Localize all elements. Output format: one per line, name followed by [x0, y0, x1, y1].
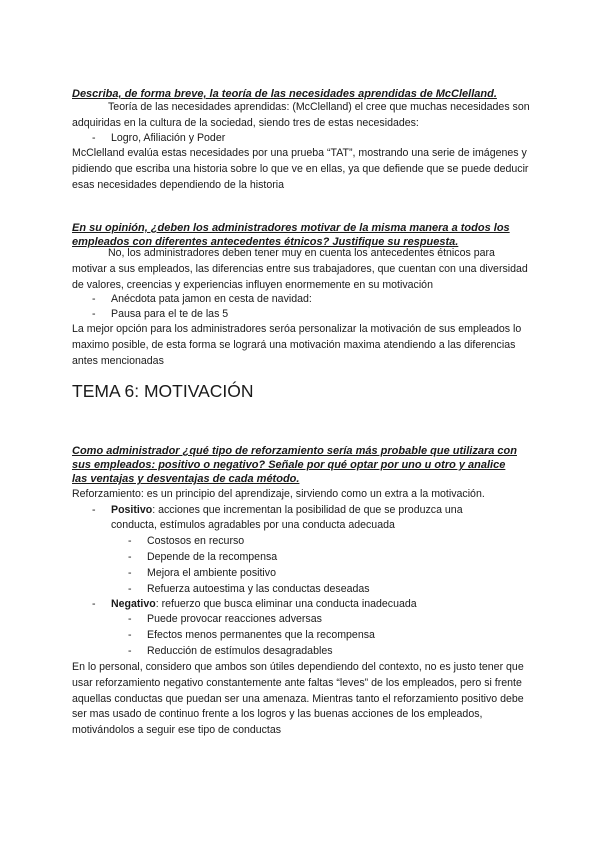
list-item-text: Depende de la recompensa: [147, 551, 278, 563]
list-item-text: Pausa para el te de las 5: [111, 308, 229, 320]
page-title: TEMA 6: MOTIVACIÓN: [72, 381, 254, 401]
positive-description-continued: conducta, estímulos agradables por una conducta adecuada: [111, 519, 395, 531]
negative-description: : refuerzo que busca eliminar una conducta inadecuada: [155, 598, 417, 610]
paragraph-reinforcement-opinion: En lo personal, considero que ambos son útiles dependiendo del contexto, no es justo tener que usar reforzamiento negativo constantemente ante faltas “leves” de los empleados, pero si frente aquellas conductas que puedan ser una amenaza. Mientras tanto el reforzamiento positivo debe ser mas usado de continuo frente a los logros y las buenas acciones de los empleados, motivándolos a seguir ese tipo de conductas: [72, 661, 524, 737]
document-page: Describa, de forma breve, la teoría de las necesidades aprendidas de McClelland. Teoría de las necesidades aprendidas: (McClelland) el cree que muchas necesidades son adquiridas en la cultura de la sociedad, siendo tres de estas necesidades: - Logro, Afiliación y Poder McClelland evalúa estas necesidades por una prueba “TAT”, mostrando una serie de imágenes y pidiendo que escriba una historia sobre lo que ve en ellas, ya que defiende que se puede deducir esas necesidades dependiendo de la historia En su opinión, ¿deben los administradores motivar de la misma manera a todos los empleados con diferentes antecedentes étnicos? Justifique su respuesta. No, los administradores deben tener muy en cuenta los antecedentes étnicos para motivar a sus empleados, las diferencias entre sus trabajadores, que cuentan con una diversidad de valores, creencias y experiencias influyen enormemente en su motivación - Anécdota pata jamon en cesta de navidad: - Pausa para el te de las 5 La mejor opción para los administradores seróa personalizar la motivación de sus empleados lo maximo posible, de esta forma se logrará una motivación maxima atendiendo a las diferencias antes mencionadas TEMA 6: MOTIVACIÓN Como administrador ¿qué tipo de reforzamiento sería más probable que utilizara con sus empleados: positivo o negativo? Señale por qué optar por uno u otro y analice las ventajas y desventajas de cada método. Reforzamiento: es un principio del aprendizaje, sirviendo como un extra a la motivación. - Positivo: acciones que incrementan la posibilidad de que se produzca una conducta, estímulos agradables por una conducta adecuada - Costosos en recurso - Depende de la recompensa - Mejora el ambiente positivo - Refuerza autoestima y las conductas deseadas - Negativo: refuerzo que busca eliminar una conducta inadecuada - Puede provocar reacciones adversas - Efectos menos permanentes que la recompensa - Reducción de estímulos desagradables En lo personal, considero que ambos son útiles dependiendo del contexto, no es justo tener que usar reforzamiento negativo constantemente ante faltas “leves” de los empleados, pero si frente aquellas conductas que puedan ser una amenaza. Mientras tanto el reforzamiento positivo debe ser mas usado de continuo frente a los logros y las buenas acciones de los empleados, motivándolos a seguir ese tipo de conductas: [0, 0, 600, 848]
list-item-text: Puede provocar reacciones adversas: [147, 613, 322, 625]
question-mcclelland: Describa, de forma breve, la teoría de las necesidades aprendidas de McClelland.: [72, 88, 497, 100]
list-item-text: Refuerza autoestima y las conductas deseadas: [147, 583, 370, 595]
negative-label: Negativo: [111, 598, 156, 610]
question-reinforcement: Como administrador ¿qué tipo de reforzamiento sería más probable que utilizara con sus empleados: positivo o negativo? Señale por qué optar por uno u otro y analice las ventajas y desventajas de cada método.: [72, 445, 517, 485]
paragraph-ethnic-conclusion: La mejor opción para los administradores seróa personalizar la motivación de sus empleados lo maximo posible, de esta forma se logrará una motivación maxima atendiendo a las diferencias antes mencionadas: [72, 323, 522, 367]
paragraph-mcclelland-intro: Teoría de las necesidades aprendidas: (McClelland) el cree que muchas necesidades son adquiridas en la cultura de la sociedad, siendo tres de estas necesidades:: [72, 101, 530, 129]
list-item-text: Logro, Afiliación y Poder: [111, 132, 226, 144]
list-item-positive-continuation: [111, 518, 395, 534]
paragraph-reinforcement-definition: Reforzamiento: es un principio del aprendizaje, sirviendo como un extra a la motivación.: [72, 488, 485, 500]
list-item-text: Anécdota pata jamon en cesta de navidad:: [111, 293, 312, 305]
positive-label: Positivo: [111, 504, 153, 516]
list-item-text: Costosos en recurso: [147, 535, 245, 547]
list-item-text: Mejora el ambiente positivo: [147, 567, 276, 579]
positive-description: : acciones que incrementan la posibilidad de que se produzca una: [152, 504, 463, 516]
list-item-text: Reducción de estímulos desagradables: [147, 645, 333, 657]
paragraph-tat: McClelland evalúa estas necesidades por una prueba “TAT”, mostrando una serie de imágenes y pidiendo que escriba una historia sobre lo que ve en ellas, ya que defiende que se puede deducir esas necesidades dependiendo de la historia: [72, 147, 529, 191]
question-ethnic: En su opinión, ¿deben los administradores motivar de la misma manera a todos los empleados con diferentes antecedentes étnicos? Justifique su respuesta.: [72, 222, 510, 248]
list-item-text: Efectos menos permanentes que la recompensa: [147, 629, 375, 641]
paragraph-ethnic-intro: No, los administradores deben tener muy en cuenta los antecedentes étnicos para motivar a sus empleados, las diferencias entre sus trabajadores, que cuentan con una diversidad de valores, creencias y experiencias influyen enormemente en su motivación: [72, 247, 528, 291]
